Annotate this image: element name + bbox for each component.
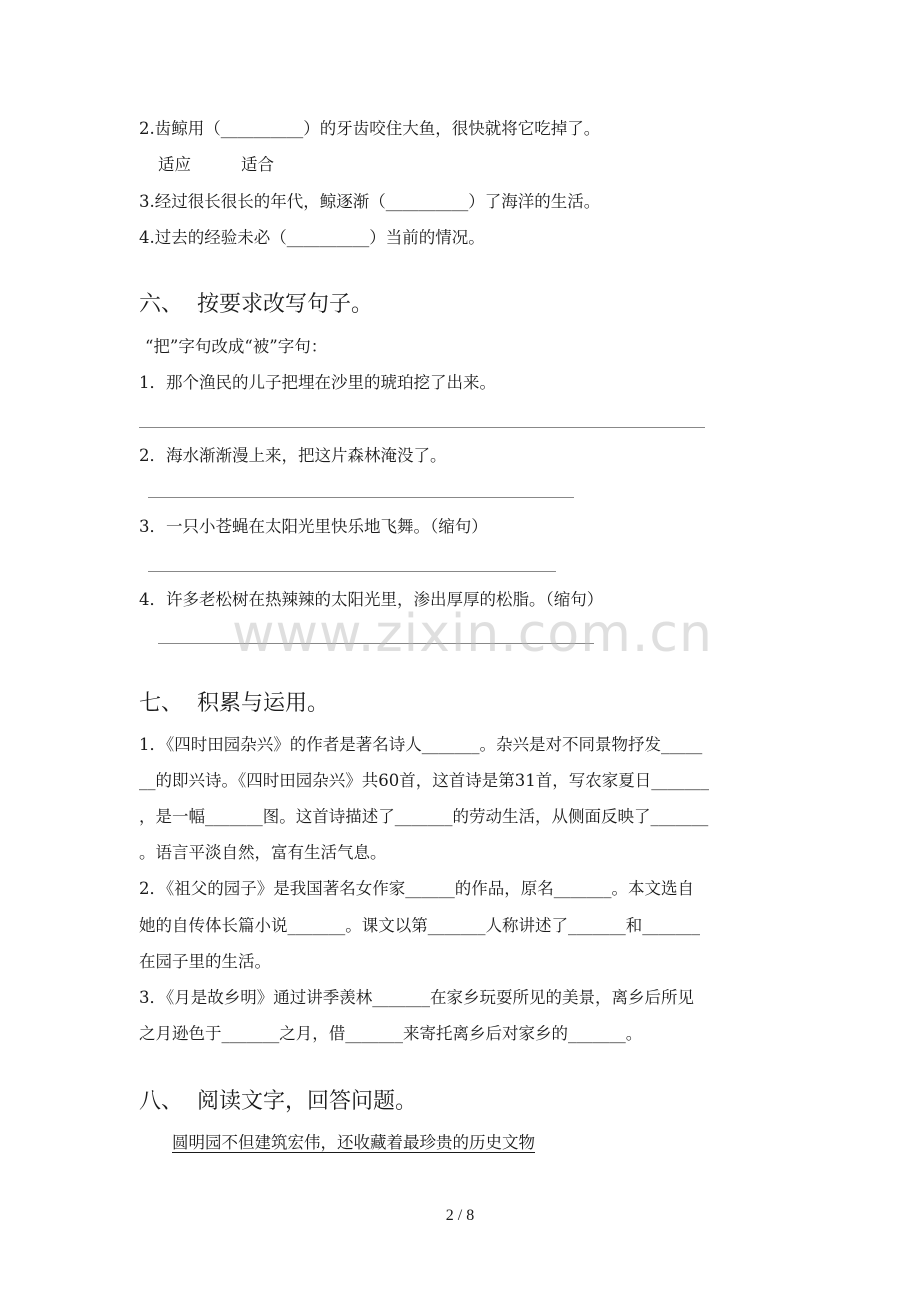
section-7-heading: 七、 积累与运用。 xyxy=(139,691,329,716)
question-4-text: 4.过去的经验未必（__________）当前的情况。 xyxy=(139,228,485,247)
rewrite-question-4: 4．许多老松树在热辣辣的太阳光里，渗出厚厚的松脂。（缩句） xyxy=(139,590,604,609)
accumulation-line-9: 之月逊色于_______之月，借_______来寄托离乡后对家乡的_______。 xyxy=(139,1024,643,1043)
section-8-heading: 八、 阅读文字，回答问题。 xyxy=(139,1089,417,1114)
section-6-instruction: “把”字句改成“被”字句： xyxy=(145,337,328,356)
section-6-heading: 六、 按要求改写句子。 xyxy=(139,292,373,317)
answer-line-2[interactable] xyxy=(148,497,574,498)
accumulation-line-5: 2．《祖父的园子》是我国著名女作家______的作品，原名_______。本文选自 xyxy=(139,879,694,898)
question-2-text: 2.齿鲸用（__________）的牙齿咬住大鱼，很快就将它吃掉了。 xyxy=(139,119,601,138)
accumulation-line-1: 1．《四时田园杂兴》的作者是著名诗人_______。杂兴是对不同景物抒发_____ xyxy=(139,735,703,754)
rewrite-question-3: 3．一只小苍蝇在太阳光里快乐地飞舞。（缩句） xyxy=(139,517,488,536)
accumulation-line-7: 在园子里的生活。 xyxy=(139,952,271,971)
option-word-1: 适应 xyxy=(158,155,191,174)
accumulation-line-8: 3．《月是故乡明》通过讲季羡林_______在家乡玩耍所见的美景，离乡后所见 xyxy=(139,988,694,1007)
rewrite-question-2: 2．海水渐渐漫上来，把这片森林淹没了。 xyxy=(139,446,447,465)
accumulation-line-6: 她的自传体长篇小说_______。课文以第_______人称讲述了_______和_______ xyxy=(139,916,700,935)
answer-line-3[interactable] xyxy=(148,571,556,572)
reading-passage-title: 圆明园不但建筑宏伟，还收藏着最珍贵的历史文物 xyxy=(172,1133,535,1152)
rewrite-question-1: 1．那个渔民的儿子把埋在沙里的琥珀挖了出来。 xyxy=(139,373,496,392)
accumulation-line-4: 。语言平淡自然，富有生活气息。 xyxy=(139,843,387,862)
page-number: 2 / 8 xyxy=(445,1207,475,1224)
answer-line-1[interactable] xyxy=(139,427,705,428)
option-word-2: 适合 xyxy=(241,155,274,174)
accumulation-line-3: ，是一幅_______图。这首诗描述了_______的劳动生活，从侧面反映了_______ xyxy=(139,807,709,826)
question-3-text: 3.经过很长很长的年代，鲸逐渐（__________）了海洋的生活。 xyxy=(139,192,601,211)
accumulation-line-2: __的即兴诗。《四时田园杂兴》共60首，这首诗是第31首，写农家夏日_______ xyxy=(139,771,709,790)
watermark: www.zixin.com.cn xyxy=(232,604,713,664)
